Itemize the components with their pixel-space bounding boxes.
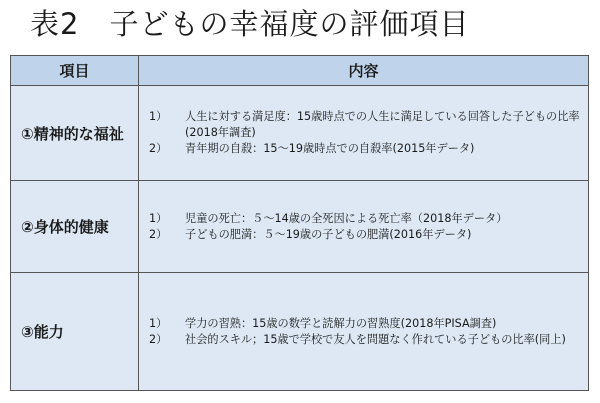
- item-cell: ①精神的な福祉: [11, 86, 139, 181]
- content-number: 2）: [149, 142, 168, 155]
- content-line: [149, 141, 582, 157]
- content-number: 1）: [149, 316, 168, 330]
- table-row: [11, 86, 589, 181]
- content-line: [149, 109, 582, 141]
- content-line: [149, 227, 582, 243]
- content-text: 人生に対する満足度：15歳時点での人生に満足している回答した子どもの比率(2018年調査): [185, 110, 580, 139]
- content-line: [149, 332, 582, 348]
- content-number: 1）: [149, 110, 168, 123]
- content-text: 学力の習熟：15歳の数学と読解力の習熟度(2018年PISA調査): [185, 316, 497, 330]
- content-line: [149, 211, 582, 227]
- evaluation-table: [10, 55, 589, 391]
- content-text: 子どもの肥満：５～19歳の子どもの肥満(2016年データ): [185, 227, 472, 241]
- table-header-row: [11, 56, 589, 86]
- content-text: 社会的スキル；15歳で学校で友人を問題なく作れている子どもの比率(同上): [185, 332, 566, 346]
- content-number: 1）: [149, 211, 168, 225]
- content-cell: [139, 273, 589, 391]
- item-cell: ③能力: [11, 273, 139, 391]
- header-content: 内容: [139, 56, 589, 86]
- item-cell: ②身体的健康: [11, 181, 139, 273]
- content-cell: [139, 86, 589, 181]
- page-title: 表2 子どもの幸福度の評価項目: [30, 7, 470, 41]
- content-text: 青年期の自殺：15～19歳時点での自殺率(2015年データ): [185, 142, 475, 155]
- header-item: 項目: [11, 56, 139, 86]
- table-row: [11, 273, 589, 391]
- content-number: 2）: [149, 332, 168, 346]
- content-number: 2）: [149, 227, 168, 241]
- content-text: 児童の死亡：５～14歳の全死因による死亡率（2018年データ）: [185, 211, 508, 225]
- content-cell: [139, 181, 589, 273]
- table-row: [11, 181, 589, 273]
- content-line: [149, 316, 582, 332]
